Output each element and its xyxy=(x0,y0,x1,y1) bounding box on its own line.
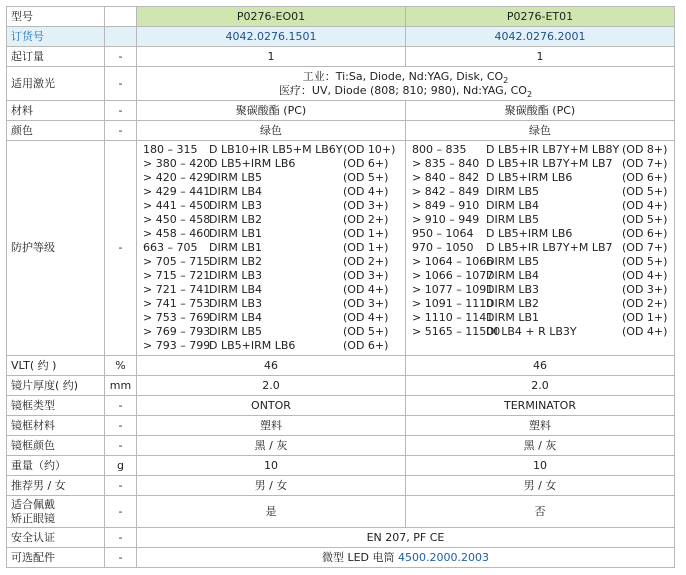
optical-density: (OD 4+) xyxy=(343,185,389,198)
wavelength-range: > 835 – 840 xyxy=(412,157,480,170)
optical-density: (OD 8+) xyxy=(622,143,668,156)
optical-density: (OD 4+) xyxy=(622,269,668,282)
gender-col2: 男 / 女 xyxy=(406,476,675,496)
weight-col2: 10 xyxy=(406,456,675,476)
frame-color-label: 镜框颜色 xyxy=(7,436,105,456)
wavelength-range: > 741 – 753 xyxy=(143,297,211,310)
optical-density: (OD 3+) xyxy=(343,269,389,282)
frame-type-col1: ONTOR xyxy=(137,396,406,416)
frame-material-col1: 塑料 xyxy=(137,416,406,436)
wavelength-range: > 450 – 458 xyxy=(143,213,211,226)
protection-row xyxy=(143,297,405,311)
vlt-col1: 46 xyxy=(137,356,406,376)
row-laser xyxy=(7,67,675,101)
protection-rating: DIRM LB3 xyxy=(209,269,263,282)
protection-rating: DIRM LB3 xyxy=(209,199,263,212)
row-protection xyxy=(7,141,675,356)
material-col1: 聚碳酸酯 (PC) xyxy=(137,101,406,121)
certification-unit: - xyxy=(105,528,137,548)
protection-row xyxy=(143,171,405,185)
optical-density: (OD 1+) xyxy=(343,241,389,254)
wavelength-range: > 5165 – 11500 xyxy=(412,325,501,338)
row-prescription xyxy=(7,496,675,528)
row-thickness xyxy=(7,376,675,396)
protection-rating: DIRM LB5 xyxy=(486,185,540,198)
weight-unit: g xyxy=(105,456,137,476)
optical-density: (OD 5+) xyxy=(622,185,668,198)
protection-rating: D LB5+IR LB7Y+M LB7 xyxy=(486,241,613,254)
accessories-unit: - xyxy=(105,548,137,568)
wavelength-range: > 1066 – 1077 xyxy=(412,269,494,282)
protection-rating: D LB5+IR LB7Y+M LB7 xyxy=(486,157,613,170)
prescription-col2: 否 xyxy=(406,496,675,528)
gender-col1: 男 / 女 xyxy=(137,476,406,496)
optical-density: (OD 2+) xyxy=(622,297,668,310)
thickness-unit: mm xyxy=(105,376,137,396)
wavelength-range: > 840 – 842 xyxy=(412,171,480,184)
wavelength-range: 180 – 315 xyxy=(143,143,198,156)
prescription-unit: - xyxy=(105,496,137,528)
material-label: 材料 xyxy=(7,101,105,121)
protection-rating: DIRM LB4 xyxy=(486,269,540,282)
wavelength-range: > 705 – 715 xyxy=(143,255,211,268)
frame-type-unit: - xyxy=(105,396,137,416)
protection-row xyxy=(412,269,674,283)
protection-rating: D LB5+IRM LB6 xyxy=(486,227,573,240)
accessories-value xyxy=(137,548,675,568)
optical-density: (OD 6+) xyxy=(343,157,389,170)
laser-medical: 医疗：UV, Diode (808; 810; 980), Nd:YAG, $CO_2$ xyxy=(278,83,533,99)
protection-list-col2 xyxy=(412,143,674,339)
row-accessories xyxy=(7,548,675,568)
material-unit: - xyxy=(105,101,137,121)
wavelength-range: > 1091 – 1110 xyxy=(412,297,494,310)
frame-color-col1: 黑 / 灰 xyxy=(137,436,406,456)
optical-density: (OD 7+) xyxy=(622,241,668,254)
row-frame-color xyxy=(7,436,675,456)
row-gender xyxy=(7,476,675,496)
protection-row xyxy=(143,311,405,325)
vlt-col2: 46 xyxy=(406,356,675,376)
protection-rating: DI LB4 + R LB3Y xyxy=(486,325,577,338)
order-col1: 4042.0276.1501 xyxy=(137,27,406,47)
protection-rating: D LB5+IRM LB6 xyxy=(209,339,296,352)
protection-row xyxy=(412,241,674,255)
protection-row xyxy=(143,269,405,283)
row-material xyxy=(7,101,675,121)
certification-label: 安全认证 xyxy=(7,528,105,548)
protection-list-col1 xyxy=(143,143,405,353)
optical-density: (OD 2+) xyxy=(343,255,389,268)
wavelength-range: 663 – 705 xyxy=(143,241,198,254)
frame-color-col2: 黑 / 灰 xyxy=(406,436,675,456)
optical-density: (OD 5+) xyxy=(622,255,668,268)
protection-row xyxy=(143,227,405,241)
wavelength-range: > 458 – 460 xyxy=(143,227,211,240)
accessories-label: 可选配件 xyxy=(7,548,105,568)
protection-row xyxy=(412,157,674,171)
wavelength-range: > 380 – 420 xyxy=(143,157,211,170)
moq-col2: 1 xyxy=(406,47,675,67)
protection-row xyxy=(412,325,674,339)
vlt-unit: % xyxy=(105,356,137,376)
row-frame-type xyxy=(7,396,675,416)
optical-density: (OD 5+) xyxy=(343,325,389,338)
row-frame-material xyxy=(7,416,675,436)
optical-density: (OD 3+) xyxy=(622,283,668,296)
wavelength-range: 970 – 1050 xyxy=(412,241,474,254)
protection-rating: DIRM LB3 xyxy=(486,283,540,296)
wavelength-range: 950 – 1064 xyxy=(412,227,474,240)
protection-row xyxy=(143,185,405,199)
model-label: 型号 xyxy=(7,7,105,27)
protection-label: 防护等级 xyxy=(7,141,105,356)
optical-density: (OD 3+) xyxy=(343,297,389,310)
protection-rating: DIRM LB5 xyxy=(209,171,263,184)
wavelength-range: > 441 – 450 xyxy=(143,199,211,212)
wavelength-range: > 1077 – 1091 xyxy=(412,283,494,296)
protection-col1 xyxy=(137,141,406,356)
thickness-label: 镜片厚度( 约) xyxy=(7,376,105,396)
optical-density: (OD 7+) xyxy=(622,157,668,170)
laser-industrial: 工业：Ti:Sa, Diode, Nd:YAG, Disk, $CO_2$ xyxy=(302,69,509,85)
prescription-label: 适合佩戴 矫正眼镜 xyxy=(7,496,105,528)
laser-unit: - xyxy=(105,67,137,101)
protection-row xyxy=(412,283,674,297)
optical-density: (OD 6+) xyxy=(622,227,668,240)
protection-rating: DIRM LB4 xyxy=(209,283,263,296)
gender-unit: - xyxy=(105,476,137,496)
accessories-link[interactable]: 4500.2000.2003 xyxy=(398,550,490,564)
protection-row xyxy=(412,255,674,269)
model-col1: P0276-EO01 xyxy=(137,7,406,27)
protection-row xyxy=(143,199,405,213)
material-col2: 聚碳酸酯 (PC) xyxy=(406,101,675,121)
optical-density: (OD 5+) xyxy=(343,171,389,184)
optical-density: (OD 4+) xyxy=(343,311,389,324)
protection-row xyxy=(412,297,674,311)
gender-label: 推荐男 / 女 xyxy=(7,476,105,496)
protection-row xyxy=(143,339,405,353)
prescription-col1: 是 xyxy=(137,496,406,528)
protection-rating: DIRM LB5 xyxy=(486,213,540,226)
spec-table-container xyxy=(6,6,675,568)
color-col2: 绿色 xyxy=(406,121,675,141)
protection-row xyxy=(143,325,405,339)
protection-row xyxy=(412,143,674,157)
optical-density: (OD 10+) xyxy=(343,143,396,156)
protection-row xyxy=(143,213,405,227)
wavelength-range: > 420 – 429 xyxy=(143,171,211,184)
wavelength-range: > 842 – 849 xyxy=(412,185,480,198)
protection-rating: DIRM LB4 xyxy=(486,199,540,212)
protection-row xyxy=(143,255,405,269)
optical-density: (OD 1+) xyxy=(343,227,389,240)
protection-row xyxy=(412,199,674,213)
protection-rating: DIRM LB5 xyxy=(209,325,263,338)
protection-rating: DIRM LB5 xyxy=(486,255,540,268)
wavelength-range: > 1064 – 1066 xyxy=(412,255,494,268)
optical-density: (OD 1+) xyxy=(622,311,668,324)
wavelength-range: > 793 – 799 xyxy=(143,339,211,352)
optical-density: (OD 4+) xyxy=(622,199,668,212)
protection-rating: DIRM LB1 xyxy=(209,227,263,240)
protection-rating: DIRM LB2 xyxy=(486,297,540,310)
order-unit xyxy=(105,27,137,47)
protection-row xyxy=(143,241,405,255)
protection-rating: DIRM LB2 xyxy=(209,213,263,226)
wavelength-range: > 769 – 793 xyxy=(143,325,211,338)
moq-col1: 1 xyxy=(137,47,406,67)
protection-col2 xyxy=(406,141,675,356)
protection-row xyxy=(412,171,674,185)
protection-rating: DIRM LB4 xyxy=(209,185,263,198)
wavelength-range: > 753 – 769 xyxy=(143,311,211,324)
color-label: 颜色 xyxy=(7,121,105,141)
protection-row xyxy=(143,157,405,171)
protection-row xyxy=(412,213,674,227)
order-col2: 4042.0276.2001 xyxy=(406,27,675,47)
row-order-number xyxy=(7,27,675,47)
weight-col1: 10 xyxy=(137,456,406,476)
protection-row xyxy=(412,185,674,199)
row-color xyxy=(7,121,675,141)
color-unit: - xyxy=(105,121,137,141)
certification-value: EN 207, PF CE xyxy=(137,528,675,548)
protection-rating: DIRM LB2 xyxy=(209,255,263,268)
optical-density: (OD 5+) xyxy=(622,213,668,226)
wavelength-range: > 721 – 741 xyxy=(143,283,211,296)
protection-rating: D LB5+IR LB7Y+M LB8Y xyxy=(486,143,620,156)
frame-type-label: 镜框类型 xyxy=(7,396,105,416)
vlt-label: VLT( 约 ) xyxy=(7,356,105,376)
protection-rating: D LB10+IR LB5+M LB6Y xyxy=(209,143,343,156)
wavelength-range: > 910 – 949 xyxy=(412,213,480,226)
wavelength-range: > 429 – 441 xyxy=(143,185,211,198)
wavelength-range: > 849 – 910 xyxy=(412,199,480,212)
moq-unit: - xyxy=(105,47,137,67)
protection-rating: D LB5+IRM LB6 xyxy=(209,157,296,170)
thickness-col1: 2.0 xyxy=(137,376,406,396)
wavelength-range: > 715 – 721 xyxy=(143,269,211,282)
optical-density: (OD 4+) xyxy=(343,283,389,296)
wavelength-range: > 1110 – 1141 xyxy=(412,311,494,324)
protection-unit: - xyxy=(105,141,137,356)
wavelength-range: 800 – 835 xyxy=(412,143,467,156)
optical-density: (OD 2+) xyxy=(343,213,389,226)
frame-material-col2: 塑料 xyxy=(406,416,675,436)
protection-row xyxy=(412,311,674,325)
protection-rating: DIRM LB1 xyxy=(486,311,540,324)
spec-table xyxy=(6,6,675,568)
protection-row xyxy=(143,143,405,157)
color-col1: 绿色 xyxy=(137,121,406,141)
row-certification xyxy=(7,528,675,548)
moq-label: 起订量 xyxy=(7,47,105,67)
protection-row xyxy=(412,227,674,241)
laser-value xyxy=(137,67,675,101)
protection-rating: DIRM LB1 xyxy=(209,241,263,254)
protection-row xyxy=(143,283,405,297)
thickness-col2: 2.0 xyxy=(406,376,675,396)
optical-density: (OD 3+) xyxy=(343,199,389,212)
row-weight xyxy=(7,456,675,476)
laser-label: 适用激光 xyxy=(7,67,105,101)
accessories-text: 微型 LED 电筒 xyxy=(321,550,395,564)
order-label: 订货号 xyxy=(7,27,105,47)
frame-color-unit: - xyxy=(105,436,137,456)
row-moq xyxy=(7,47,675,67)
model-col2: P0276-ET01 xyxy=(406,7,675,27)
optical-density: (OD 4+) xyxy=(622,325,668,338)
optical-density: (OD 6+) xyxy=(622,171,668,184)
weight-label: 重量（约） xyxy=(7,456,105,476)
row-model xyxy=(7,7,675,27)
protection-rating: DIRM LB3 xyxy=(209,297,263,310)
protection-rating: DIRM LB4 xyxy=(209,311,263,324)
frame-material-label: 镜框材料 xyxy=(7,416,105,436)
protection-rating: D LB5+IRM LB6 xyxy=(486,171,573,184)
frame-material-unit: - xyxy=(105,416,137,436)
frame-type-col2: TERMINATOR xyxy=(406,396,675,416)
row-vlt xyxy=(7,356,675,376)
model-unit xyxy=(105,7,137,27)
optical-density: (OD 6+) xyxy=(343,339,389,352)
